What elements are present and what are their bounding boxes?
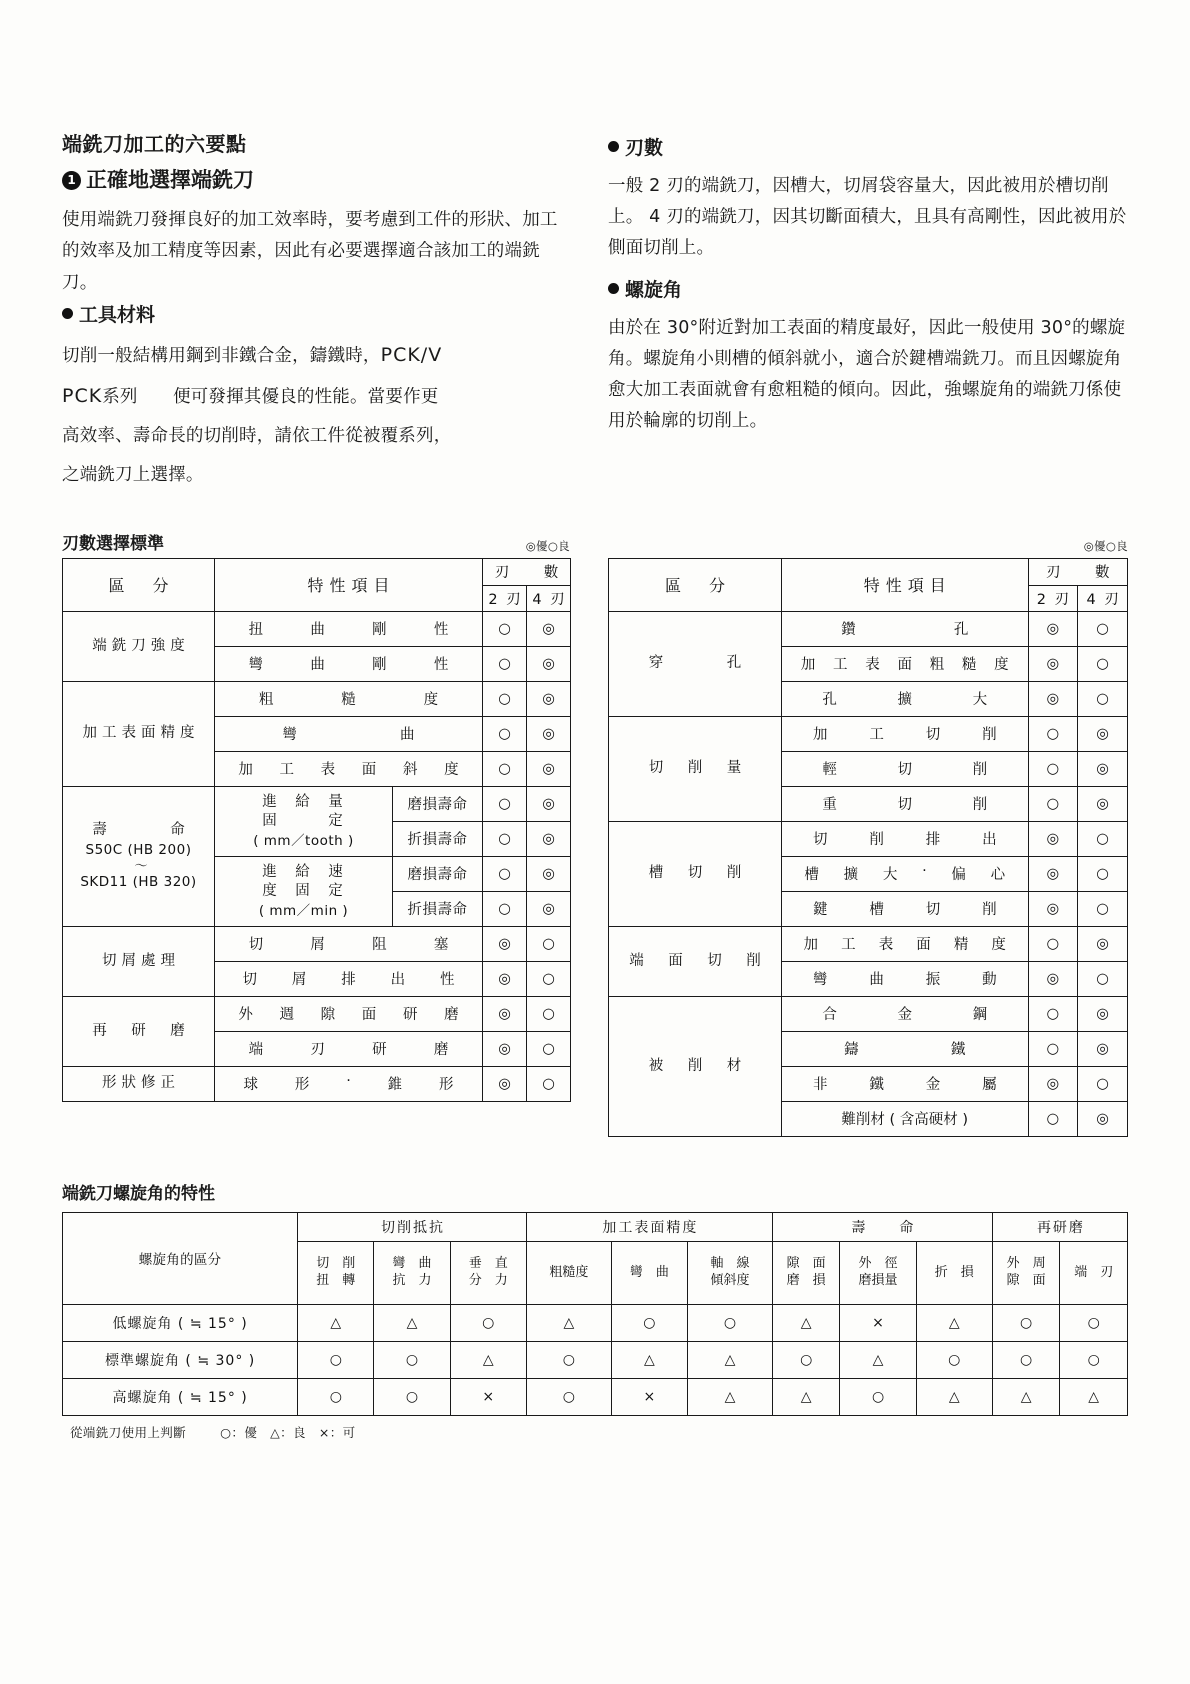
mark-2-blade: ○	[483, 681, 527, 716]
mark-4-blade: ◎	[1078, 1031, 1128, 1066]
helix-note-left: 從端銑刀使用上判斷	[70, 1424, 187, 1440]
life-material-1: S50C (HB 200)	[85, 841, 192, 858]
prose-column-left	[62, 132, 570, 496]
helix-value: △	[916, 1378, 992, 1415]
row-category: 再 研 磨	[63, 996, 215, 1066]
helix-subhead: 端 刃	[1060, 1241, 1128, 1304]
tool-material-line-2-latin: PCK	[62, 385, 103, 408]
helix-value: △	[772, 1378, 840, 1415]
table-right-caption-row	[608, 530, 1128, 554]
page-content	[62, 132, 1128, 1441]
helix-table-block	[62, 1179, 1128, 1441]
helix-value: ×	[840, 1304, 916, 1341]
row-item-label: 彎 曲 振 動	[782, 961, 1029, 996]
table-row	[63, 611, 571, 646]
row-category: 加工表面精度	[63, 681, 215, 786]
mark-4-blade: ◎	[1078, 996, 1128, 1031]
section-1-heading	[62, 167, 570, 193]
header-4-blade: 4 刃	[1078, 585, 1128, 611]
helix-subhead: 彎 曲	[611, 1241, 687, 1304]
mark-2-blade: ◎	[483, 926, 527, 961]
mark-4-blade: ◎	[1078, 926, 1128, 961]
helix-value: ○	[450, 1304, 526, 1341]
header-blades: 刃 數	[1028, 558, 1127, 585]
mark-4-blade: ◎	[527, 891, 571, 926]
helix-value: ×	[611, 1378, 687, 1415]
blade-count-heading-text: 刃數	[625, 137, 664, 159]
row-item-label: 合 金 鋼	[782, 996, 1029, 1031]
mark-4-blade: ○	[1078, 856, 1128, 891]
mark-4-blade: ◎	[527, 856, 571, 891]
header-blades: 刃 數	[483, 558, 571, 585]
mark-4-blade: ○	[527, 1031, 571, 1066]
header-item: 特性項目	[782, 558, 1029, 611]
mark-4-blade: ○	[1078, 821, 1128, 856]
row-item-label: 切 削 排 出	[782, 821, 1029, 856]
table-row	[63, 1066, 571, 1101]
mark-4-blade: ◎	[527, 716, 571, 751]
table-row	[63, 681, 571, 716]
helix-group-header-row	[63, 1212, 1128, 1241]
helix-subhead: 隙 面 磨 損	[772, 1241, 840, 1304]
table-row	[63, 996, 571, 1031]
row-category: 切 削 量	[609, 716, 782, 821]
blade-count-body: 一般 2 刃的端銑刀，因槽大，切屑袋容量大，因此被用於槽切削上。 4 刃的端銑刀，因其切斷面積大，且具有高剛性，因此被用於側面切削上。	[608, 175, 1127, 258]
blade-count-heading	[608, 136, 1128, 161]
row-item-label: 外 週 隙 面 研 磨	[215, 996, 483, 1031]
mark-4-blade: ◎	[1078, 786, 1128, 821]
header-4-blade: 4 刃	[527, 585, 571, 611]
mark-4-blade: ○	[1078, 681, 1128, 716]
mark-2-blade: ○	[483, 751, 527, 786]
tool-material-line-1-text: 切削一般結構用鋼到非鐵合金，鑄鐵時，	[62, 346, 381, 367]
helix-group-regrind: 再研磨	[992, 1212, 1127, 1241]
helix-value: △	[1060, 1378, 1128, 1415]
tool-material-line-3: 高效率、壽命長的切削時，請依工件從被覆系列，	[62, 426, 452, 447]
helix-value: △	[840, 1341, 916, 1378]
tool-material-line-1-latin: PCK/V	[380, 344, 443, 367]
row-item-label: 鑄 鐵	[782, 1031, 1029, 1066]
helix-table-title: 端銑刀螺旋角的特性	[62, 1183, 215, 1204]
table-row	[609, 821, 1128, 856]
row-category: 被 削 材	[609, 996, 782, 1136]
bullet-dot-icon	[62, 308, 73, 319]
mark-4-blade: ○	[1078, 961, 1128, 996]
helix-value: △	[450, 1341, 526, 1378]
table-right-block	[608, 530, 1128, 1137]
tool-material-line-2	[62, 378, 570, 415]
helix-row-header-label: 螺旋角的區分	[63, 1212, 298, 1304]
helix-group-life: 壽 命	[772, 1212, 992, 1241]
row-item-label: 切 屑 排 出 性	[215, 961, 483, 996]
row-item-label: 彎 曲	[215, 716, 483, 751]
section-1-body: 使用端銑刀發揮良好的加工效率時，要考慮到工件的形狀、加工的效率及加工精度等因素，因此有必要選擇適合該加工的端銑刀。	[62, 210, 558, 293]
mark-4-blade: ◎	[527, 646, 571, 681]
bullet-dot-icon	[608, 283, 619, 294]
table-left-caption: 刃數選擇標準	[62, 533, 164, 554]
helix-subhead: 折 損	[916, 1241, 992, 1304]
helix-value: ○	[1060, 1304, 1128, 1341]
helix-subhead: 彎 曲 抗 力	[374, 1241, 450, 1304]
helix-row-label: 標準螺旋角 ( ≒ 30° )	[63, 1341, 298, 1378]
helix-value: ○	[526, 1378, 611, 1415]
mark-2-blade: ○	[1028, 786, 1078, 821]
mark-2-blade: ◎	[483, 961, 527, 996]
header-2-blade: 2 刃	[1028, 585, 1078, 611]
row-item-label: 粗 糙 度	[215, 681, 483, 716]
tool-material-line-4: 之端銑刀上選擇。	[62, 464, 204, 485]
helix-table-row	[63, 1378, 1128, 1415]
helix-value: ○	[298, 1341, 374, 1378]
helix-value: ○	[992, 1304, 1060, 1341]
helix-value: ○	[992, 1341, 1060, 1378]
table-left-caption-row	[62, 530, 570, 554]
tool-material-heading	[62, 303, 570, 328]
helix-value: △	[688, 1341, 773, 1378]
life-range-tilde: 〜	[134, 859, 148, 875]
helix-subhead: 外 徑 磨損量	[840, 1241, 916, 1304]
header-2-blade: 2 刃	[483, 585, 527, 611]
row-item-label: 加 工 表 面 粗 糙 度	[782, 646, 1029, 681]
mark-2-blade: ◎	[483, 996, 527, 1031]
header-category: 區 分	[609, 558, 782, 611]
mark-2-blade: ◎	[1028, 611, 1078, 646]
helix-subhead: 軸 線 傾斜度	[688, 1241, 773, 1304]
mark-2-blade: ○	[1028, 996, 1078, 1031]
mark-2-blade: ○	[483, 856, 527, 891]
row-category: 形狀修正	[63, 1066, 215, 1101]
mark-2-blade: ◎	[1028, 681, 1078, 716]
row-item-label: 非 鐵 金 屬	[782, 1066, 1029, 1101]
life-label: 壽 命	[92, 821, 190, 838]
mark-2-blade: ○	[483, 611, 527, 646]
mark-2-blade: ○	[1028, 926, 1078, 961]
helix-group-cutting-resistance: 切削抵抗	[298, 1212, 527, 1241]
table-row	[609, 996, 1128, 1031]
mark-2-blade: ○	[483, 891, 527, 926]
row-item-label: 鍵 槽 切 削	[782, 891, 1029, 926]
table-blade-selection-left	[62, 558, 571, 1102]
mark-2-blade: ◎	[1028, 1066, 1078, 1101]
helix-value: △	[772, 1304, 840, 1341]
table-row	[609, 716, 1128, 751]
helix-note-legend: ○：優 △：良 ×：可	[220, 1424, 356, 1440]
life-material-2: SKD11 (HB 320)	[80, 874, 197, 891]
row-item-label: 加 工 表 面 精 度	[782, 926, 1029, 961]
helix-value: ○	[1060, 1341, 1128, 1378]
table-row	[63, 786, 571, 821]
row-item-label: 加 工 切 削	[782, 716, 1029, 751]
helix-row-label: 高螺旋角 ( ≒ 15° )	[63, 1378, 298, 1415]
table-header-row	[609, 558, 1128, 585]
row-item-label: 球 形 · 錐 形	[215, 1066, 483, 1101]
helix-subhead: 垂 直 分 力	[450, 1241, 526, 1304]
mark-2-blade: ○	[483, 786, 527, 821]
page-title: 端銑刀加工的六要點	[62, 132, 247, 156]
helix-value: ○	[840, 1378, 916, 1415]
mark-4-blade: ◎	[1078, 716, 1128, 751]
table-row	[609, 926, 1128, 961]
table-header-row	[63, 558, 571, 585]
helix-value: ○	[916, 1341, 992, 1378]
mark-4-blade: ○	[1078, 611, 1128, 646]
mark-4-blade: ◎	[527, 786, 571, 821]
row-item-label: 槽 擴 大 · 偏 心	[782, 856, 1029, 891]
mark-2-blade: ○	[1028, 1101, 1078, 1136]
mark-2-blade: ○	[1028, 716, 1078, 751]
row-item-label: 孔 擴 大	[782, 681, 1029, 716]
row-item-label: 輕 切 削	[782, 751, 1029, 786]
mark-2-blade: ○	[1028, 1031, 1078, 1066]
row-item-label: 重 切 削	[782, 786, 1029, 821]
mark-4-blade: ○	[1078, 891, 1128, 926]
life-item-label: 折損壽命	[393, 891, 483, 926]
prose-columns	[62, 132, 1128, 496]
mark-4-blade: ◎	[1078, 751, 1128, 786]
header-item: 特性項目	[215, 558, 483, 611]
life-item-label: 磨損壽命	[393, 856, 483, 891]
row-category: 穿 孔	[609, 611, 782, 716]
mark-4-blade: ○	[1078, 646, 1128, 681]
table-left-block	[62, 530, 570, 1137]
life-item-label: 折損壽命	[393, 821, 483, 856]
mark-4-blade: ○	[1078, 1066, 1128, 1101]
mark-2-blade: ◎	[483, 1066, 527, 1101]
tool-material-line-1	[62, 337, 570, 374]
helix-value: △	[916, 1304, 992, 1341]
feed-condition: 進 給 速 度 固 定 ( mm／min )	[215, 856, 393, 926]
helix-value: △	[298, 1304, 374, 1341]
row-item-label: 端 刃 研 磨	[215, 1031, 483, 1066]
mark-2-blade: ○	[483, 821, 527, 856]
table-left-legend: ◎優○良	[525, 538, 570, 553]
helix-group-surface-accuracy: 加工表面精度	[526, 1212, 772, 1241]
helix-angle-heading	[608, 278, 1128, 303]
row-item-label: 切 屑 阻 塞	[215, 926, 483, 961]
mark-2-blade: ◎	[1028, 961, 1078, 996]
row-category: 切屑處理	[63, 926, 215, 996]
mark-2-blade: ◎	[1028, 821, 1078, 856]
helix-value: ○	[772, 1341, 840, 1378]
row-item-label: 難削材 ( 含高硬材 )	[782, 1101, 1029, 1136]
row-category: 端銑刀強度	[63, 611, 215, 681]
header-category: 區 分	[63, 558, 215, 611]
row-category	[63, 786, 215, 926]
mark-2-blade: ◎	[1028, 646, 1078, 681]
helix-row-label: 低螺旋角 ( ≒ 15° )	[63, 1304, 298, 1341]
helix-value: ○	[374, 1341, 450, 1378]
table-row	[609, 611, 1128, 646]
row-category: 槽 切 削	[609, 821, 782, 926]
feed-condition: 進 給 量 固 定 ( mm／tooth )	[215, 786, 393, 856]
row-category: 端 面 切 削	[609, 926, 782, 996]
helix-subhead: 切 削 扭 轉	[298, 1241, 374, 1304]
table-right-legend: ◎優○良	[1083, 538, 1128, 553]
helix-value: ○	[374, 1378, 450, 1415]
mark-2-blade: ◎	[1028, 856, 1078, 891]
mark-2-blade: ○	[1028, 751, 1078, 786]
mark-4-blade: ◎	[527, 751, 571, 786]
bullet-dot-icon	[608, 141, 619, 152]
life-item-label: 磨損壽命	[393, 786, 483, 821]
mark-4-blade: ◎	[527, 681, 571, 716]
row-item-label: 扭 曲 剛 性	[215, 611, 483, 646]
table-row	[63, 926, 571, 961]
helix-value: △	[688, 1378, 773, 1415]
mark-4-blade: ◎	[1078, 1101, 1128, 1136]
mark-4-blade: ◎	[527, 611, 571, 646]
tool-material-line-2-text: 系列 便可發揮其優良的性能。當要作更	[102, 387, 439, 408]
mark-2-blade: ◎	[1028, 891, 1078, 926]
helix-value: △	[611, 1341, 687, 1378]
row-item-label: 彎 曲 剛 性	[215, 646, 483, 681]
helix-table-row	[63, 1341, 1128, 1378]
mark-2-blade: ○	[483, 646, 527, 681]
section-1-heading-text: 正確地選擇端銑刀	[86, 168, 254, 192]
helix-table-row	[63, 1304, 1128, 1341]
mark-4-blade: ○	[527, 961, 571, 996]
mark-4-blade: ○	[527, 926, 571, 961]
helix-angle-heading-text: 螺旋角	[625, 279, 683, 302]
helix-value: △	[374, 1304, 450, 1341]
mark-4-blade: ○	[527, 1066, 571, 1101]
helix-value: △	[526, 1304, 611, 1341]
section-number-badge: 1	[62, 171, 81, 190]
row-item-label: 鑽 孔	[782, 611, 1029, 646]
helix-value: ○	[526, 1341, 611, 1378]
helix-subhead: 外 周 隙 面	[992, 1241, 1060, 1304]
row-item-label: 加 工 表 面 斜 度	[215, 751, 483, 786]
helix-value: ×	[450, 1378, 526, 1415]
mark-4-blade: ◎	[527, 821, 571, 856]
mark-2-blade: ◎	[483, 1031, 527, 1066]
helix-value: △	[992, 1378, 1060, 1415]
comparison-tables	[62, 530, 1128, 1137]
helix-value: ○	[611, 1304, 687, 1341]
helix-table-note	[62, 1423, 1128, 1441]
prose-column-right	[608, 132, 1128, 496]
table-blade-selection-right	[608, 558, 1128, 1137]
table-helix-characteristics	[62, 1212, 1128, 1416]
helix-value: ○	[688, 1304, 773, 1341]
helix-value: ○	[298, 1378, 374, 1415]
helix-subhead: 粗糙度	[526, 1241, 611, 1304]
mark-4-blade: ○	[527, 996, 571, 1031]
tool-material-heading-text: 工具材料	[79, 303, 156, 326]
helix-angle-body: 由於在 30°附近對加工表面的精度最好，因此一般使用 30°的螺旋角。螺旋角小則槽的傾斜就小，適合於鍵槽端銑刀。而且因螺旋角愈大加工表面就會有愈粗糙的傾向。因此，強螺旋角的端銑刀係使用於輪廓的切削上。	[608, 317, 1126, 432]
mark-2-blade: ○	[483, 716, 527, 751]
